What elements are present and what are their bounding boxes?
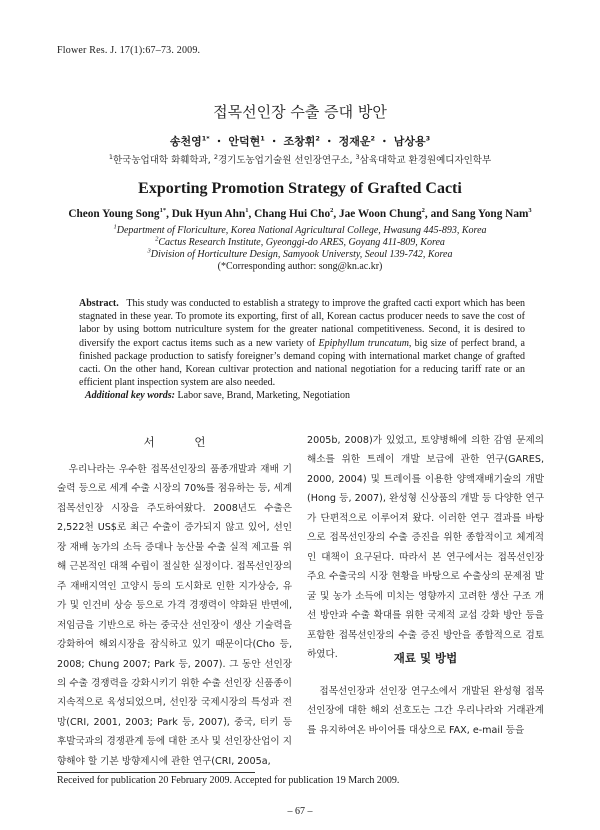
- korean-affiliations: [0, 152, 600, 166]
- abstract-text-cont: , big size of perfect brand, a finished package production to satisfy foreigner’s demand coping with international market change of grafted cacti. On the other hand, Korean cultivar protection and national negotiation for a reducing tariff rate or an efficient plant inspection system are also needed.: [79, 337, 525, 389]
- intro-text: 우리나라는 우수한 접목선인장의 품종개발과 재배 기술력 등으로 세계 수출 시장의 70%를 점유하는 등, 세계 접목선인장 시장을 주도하여왔다. 2008년도 수출은 2,522천 US$로 최근 수출이 증가되지 않고 있어, 선인장 재배 농가의 소득 증대나 농산물 수출 실적 제고를 위해 근본적인 대책 수립이 절실한 실정이다. 접목선인장의 주 재배지역인 고양시 등의 도시화로 인한 지가상승, 유가 및 인건비 상승 등으로 가격 경쟁력이 약화된 반면에, 저임금을 기반으로 하는 중국산 선인장이 생산 기술력을 강화하여 해외시장을 잠식하고 있기 때문이다(Cho 등, 2008; Chung 2007; Park 등, 2007). 그 동안 선인장의 수출 경쟁력을 강화시키기 위한 수출 선인장 신품종이 지속적으로 육성되었으며, 선인장 국제시장의 특성과 전망(CRI, 2001, 2003; Park 등, 2007), 중국, 터키 등 후발국과의 경쟁관계 등에 대한 조사 및 선인장산업이 지향해야 할 기본 방향제시에 관한 연구(CRI, 2005a,: [57, 464, 292, 767]
- page-number: – 67 –: [287, 806, 313, 817]
- affiliation-mark: 1: [113, 223, 117, 231]
- affiliation-text: Cactus Research Institute, Gyeonggi-do ARES, Goyang 411-809, Korea: [158, 237, 445, 248]
- affiliation-mark: 3: [147, 247, 151, 255]
- author-name: Cheon Young Song: [68, 208, 160, 220]
- author-mark: 2: [370, 134, 376, 143]
- author-mark: 1: [260, 134, 265, 143]
- separator: ・: [268, 135, 280, 148]
- author-name: 안덕현: [228, 135, 261, 148]
- affiliation-text: 삼육대학교 환경원예디자인학부: [359, 155, 492, 166]
- korean-title: 접목선인장 수출 증대 방안: [213, 103, 387, 121]
- english-affiliation-2: [0, 237, 600, 248]
- author-name: 남상용: [393, 135, 426, 148]
- corresponding-author: (*Corresponding author: song@kn.ac.kr): [217, 261, 383, 272]
- keywords-text: Labor save, Brand, Marketing, Negotiation: [177, 390, 350, 401]
- affiliation-mark: 2: [213, 152, 218, 161]
- affiliation-text: 한국농업대학 화훼학과,: [112, 155, 214, 166]
- separator: ・: [323, 135, 335, 148]
- keywords-label: Additional key words:: [85, 390, 176, 401]
- affiliation-mark: 1: [108, 152, 113, 161]
- author-name: 정재운: [338, 135, 371, 148]
- received-footnote: Received for publication 20 February 2009. Accepted for publication 19 March 2009.: [57, 775, 400, 786]
- footnote-rule: [57, 772, 255, 773]
- author-joiner: ,: [166, 208, 172, 220]
- english-affiliation-1: [0, 225, 600, 236]
- english-affiliation-3: [0, 249, 600, 260]
- author-mark: 2: [421, 207, 425, 215]
- keywords: [85, 390, 350, 401]
- abstract: [79, 297, 525, 389]
- affiliation-mark: 2: [155, 235, 159, 243]
- abstract-text: This study was conducted to establish a strategy to improve the grafted cacti export which has been stagnated in these year. To promote its exporting, first of all, Korean cactus producer needs to save the cost of labor by using bottom nutriculture system for the greater national competitiveness. Second, it is desired to diversify the export cactus items such as a new variety of: [79, 298, 526, 349]
- affiliation-text: 경기도농업기술원 선인장연구소,: [217, 155, 356, 166]
- author-joiner: ,: [333, 208, 339, 220]
- author-name: Sang Yong Nam: [451, 208, 529, 220]
- author-mark: 1*: [159, 207, 167, 215]
- author-mark: 2: [315, 134, 320, 143]
- journal-citation: Flower Res. J. 17(1):67–73. 2009.: [57, 45, 201, 56]
- affiliation-text: Department of Floriculture, Korea National Agricultural College, Hwasung 445-893, Korea: [116, 225, 487, 236]
- author-joiner: , and: [424, 208, 452, 220]
- author-name: Chang Hui Cho: [254, 208, 331, 220]
- author-mark: 3: [528, 207, 532, 215]
- affiliation-text: Division of Horticulture Design, Samyook Universty, Seoul 139-742, Korea: [150, 249, 453, 260]
- methods-paragraph: [307, 682, 544, 740]
- separator: ・: [213, 135, 225, 148]
- methods-text: 접목선인장과 선인장 연구소에서 개발된 완성형 접목선인장에 대한 해외 선호도는 그간 우리나라와 거래관계를 유지하여온 바이어를 대상으로 FAX, e-mail 등을: [307, 686, 544, 736]
- section-heading-intro: 서 언: [143, 435, 224, 449]
- author-mark: 2: [330, 207, 334, 215]
- affiliation-mark: 3: [355, 152, 360, 161]
- english-authors: [0, 208, 600, 220]
- author-name: Duk Hyun Ahn: [171, 208, 246, 220]
- author-name: Jae Woon Chung: [339, 208, 422, 220]
- author-name: 송천영: [169, 135, 202, 148]
- author-mark: 3: [425, 134, 431, 143]
- species-name: Epiphyllum truncatum: [318, 337, 409, 349]
- author-name: 조창휘: [283, 135, 316, 148]
- author-mark: 1: [245, 207, 249, 215]
- intro-paragraph: [57, 460, 292, 771]
- author-joiner: ,: [248, 208, 255, 220]
- intro-paragraph-continued: 2005b, 2008)가 있었고, 토양병해에 의한 감염 문제의 해소를 위한 트레이 개발 보급에 관한 연구(GARES, 2000, 2004) 및 트레이를 이용한 양액재배기술의 개발(Hong 등, 2007), 완성형 신상품의 개발 등 다양한 연구가 단편적으로 이루어져 왔다. 이러한 연구 결과를 바탕으로 접목선인장의 수출 증진을 위한 종합적이고 체계적인 대책이 요구된다. 따라서 본 연구에서는 접목선인장 주요 수출국의 시장 현황을 바탕으로 수출상의 문제점 발굴 및 농가 소득에 미치는 영향까지 고려한 생산 구조 개선 방안과 수출 확대를 위한 국제적 교섭 강화 방안 등을 포함한 접목선인장의 수출 증진 방안을 종합적으로 검토하였다.: [307, 435, 544, 660]
- korean-authors: [0, 133, 600, 149]
- author-mark: 1*: [201, 134, 210, 143]
- abstract-label: Abstract.: [79, 298, 119, 309]
- separator: ・: [378, 135, 390, 148]
- section-heading-methods: 재료 및 방법: [393, 651, 458, 665]
- english-title: Exporting Promotion Strategy of Grafted Cacti: [138, 180, 462, 197]
